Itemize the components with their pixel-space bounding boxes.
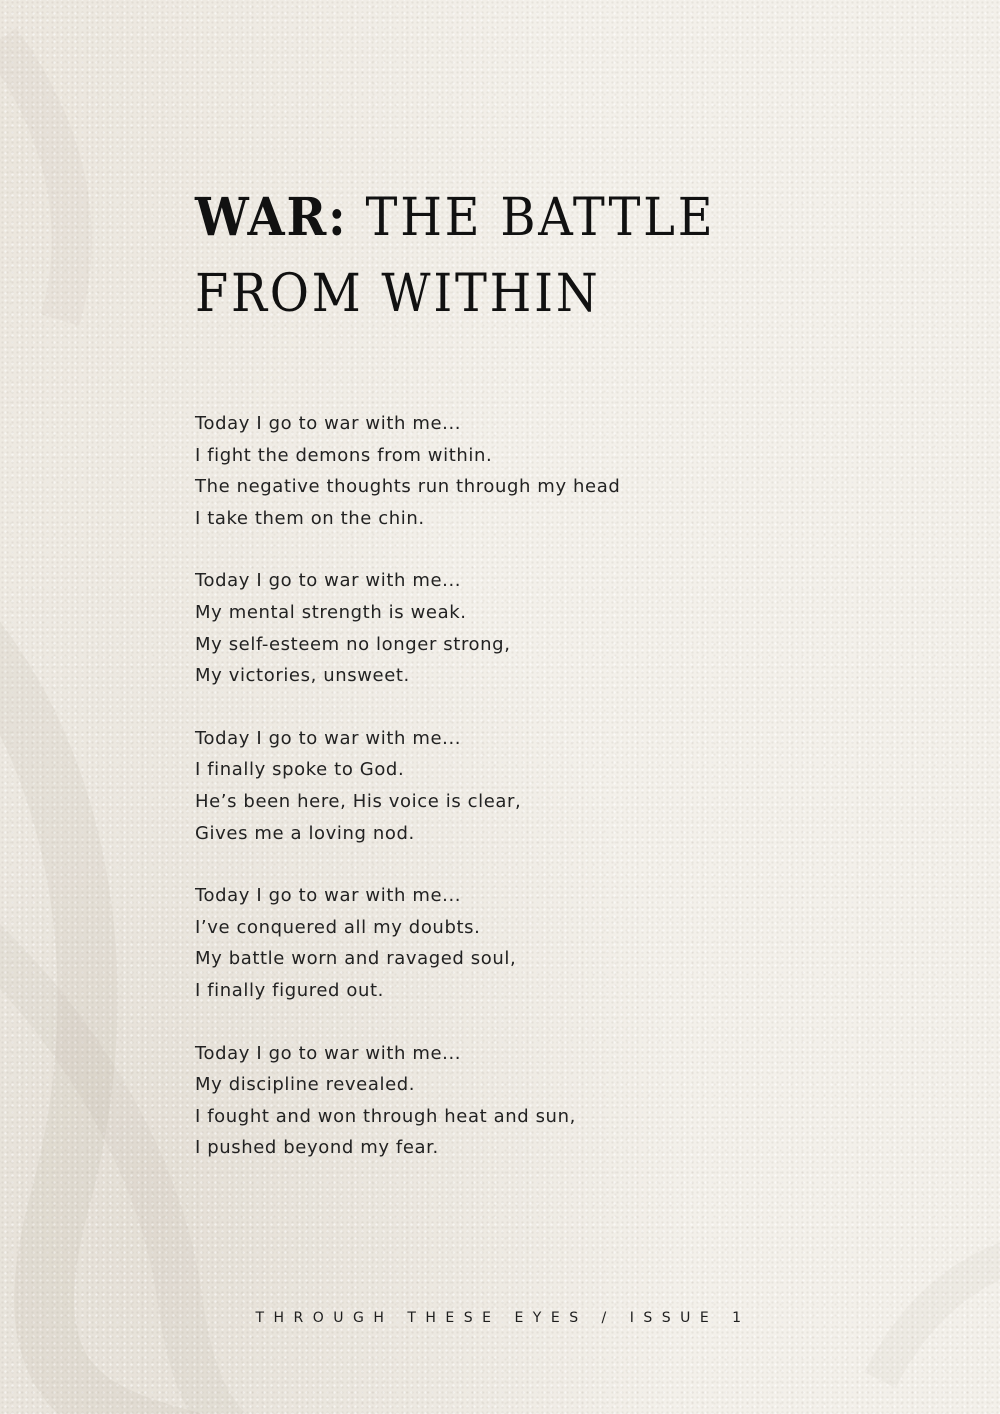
poem-line: I finally spoke to God. (195, 759, 405, 781)
stanza-3 (195, 723, 835, 849)
title-strong-word: WAR: (195, 187, 348, 248)
poem-line: I fought and won through heat and sun, (195, 1105, 576, 1127)
stanza-4 (195, 880, 835, 1006)
poem-body (195, 408, 835, 1195)
poem-line: My victories, unsweet. (195, 665, 410, 687)
poem-line: I’ve conquered all my doubts. (195, 916, 481, 938)
poem-line: Today I go to war with me... (195, 413, 462, 434)
stanza-5 (195, 1038, 835, 1164)
poem-line: My discipline revealed. (195, 1074, 416, 1096)
poem-line: I pushed beyond my fear. (195, 1137, 439, 1159)
poem-line: I finally figured out. (195, 979, 384, 1001)
stanza-2 (195, 565, 835, 691)
poem-line: Today I go to war with me... (195, 727, 462, 749)
poem-line: Today I go to war with me... (195, 570, 462, 592)
poem-line: Today I go to war with me... (195, 1042, 462, 1064)
poem-line: My mental strength is weak. (195, 601, 467, 623)
poem-line: Today I go to war with me... (195, 885, 462, 907)
poem-title (195, 180, 784, 332)
poem-line: I fight the demons from within. (195, 444, 493, 466)
page-footer: THROUGH THESE EYES / ISSUE 1 (255, 1310, 751, 1326)
stanza-1 (195, 408, 835, 534)
poem-line: He’s been here, His voice is clear, (195, 790, 522, 812)
poem-line: My self-esteem no longer strong, (195, 633, 511, 655)
poem-line: My battle worn and ravaged soul, (195, 948, 517, 970)
poem-line: Gives me a loving nod. (195, 822, 415, 844)
poem-line: The negative thoughts run through my head (195, 476, 621, 498)
poem-line: I take them on the chin. (195, 507, 425, 529)
title-rest: THE BATTLE FROM WITHIN (195, 188, 716, 324)
